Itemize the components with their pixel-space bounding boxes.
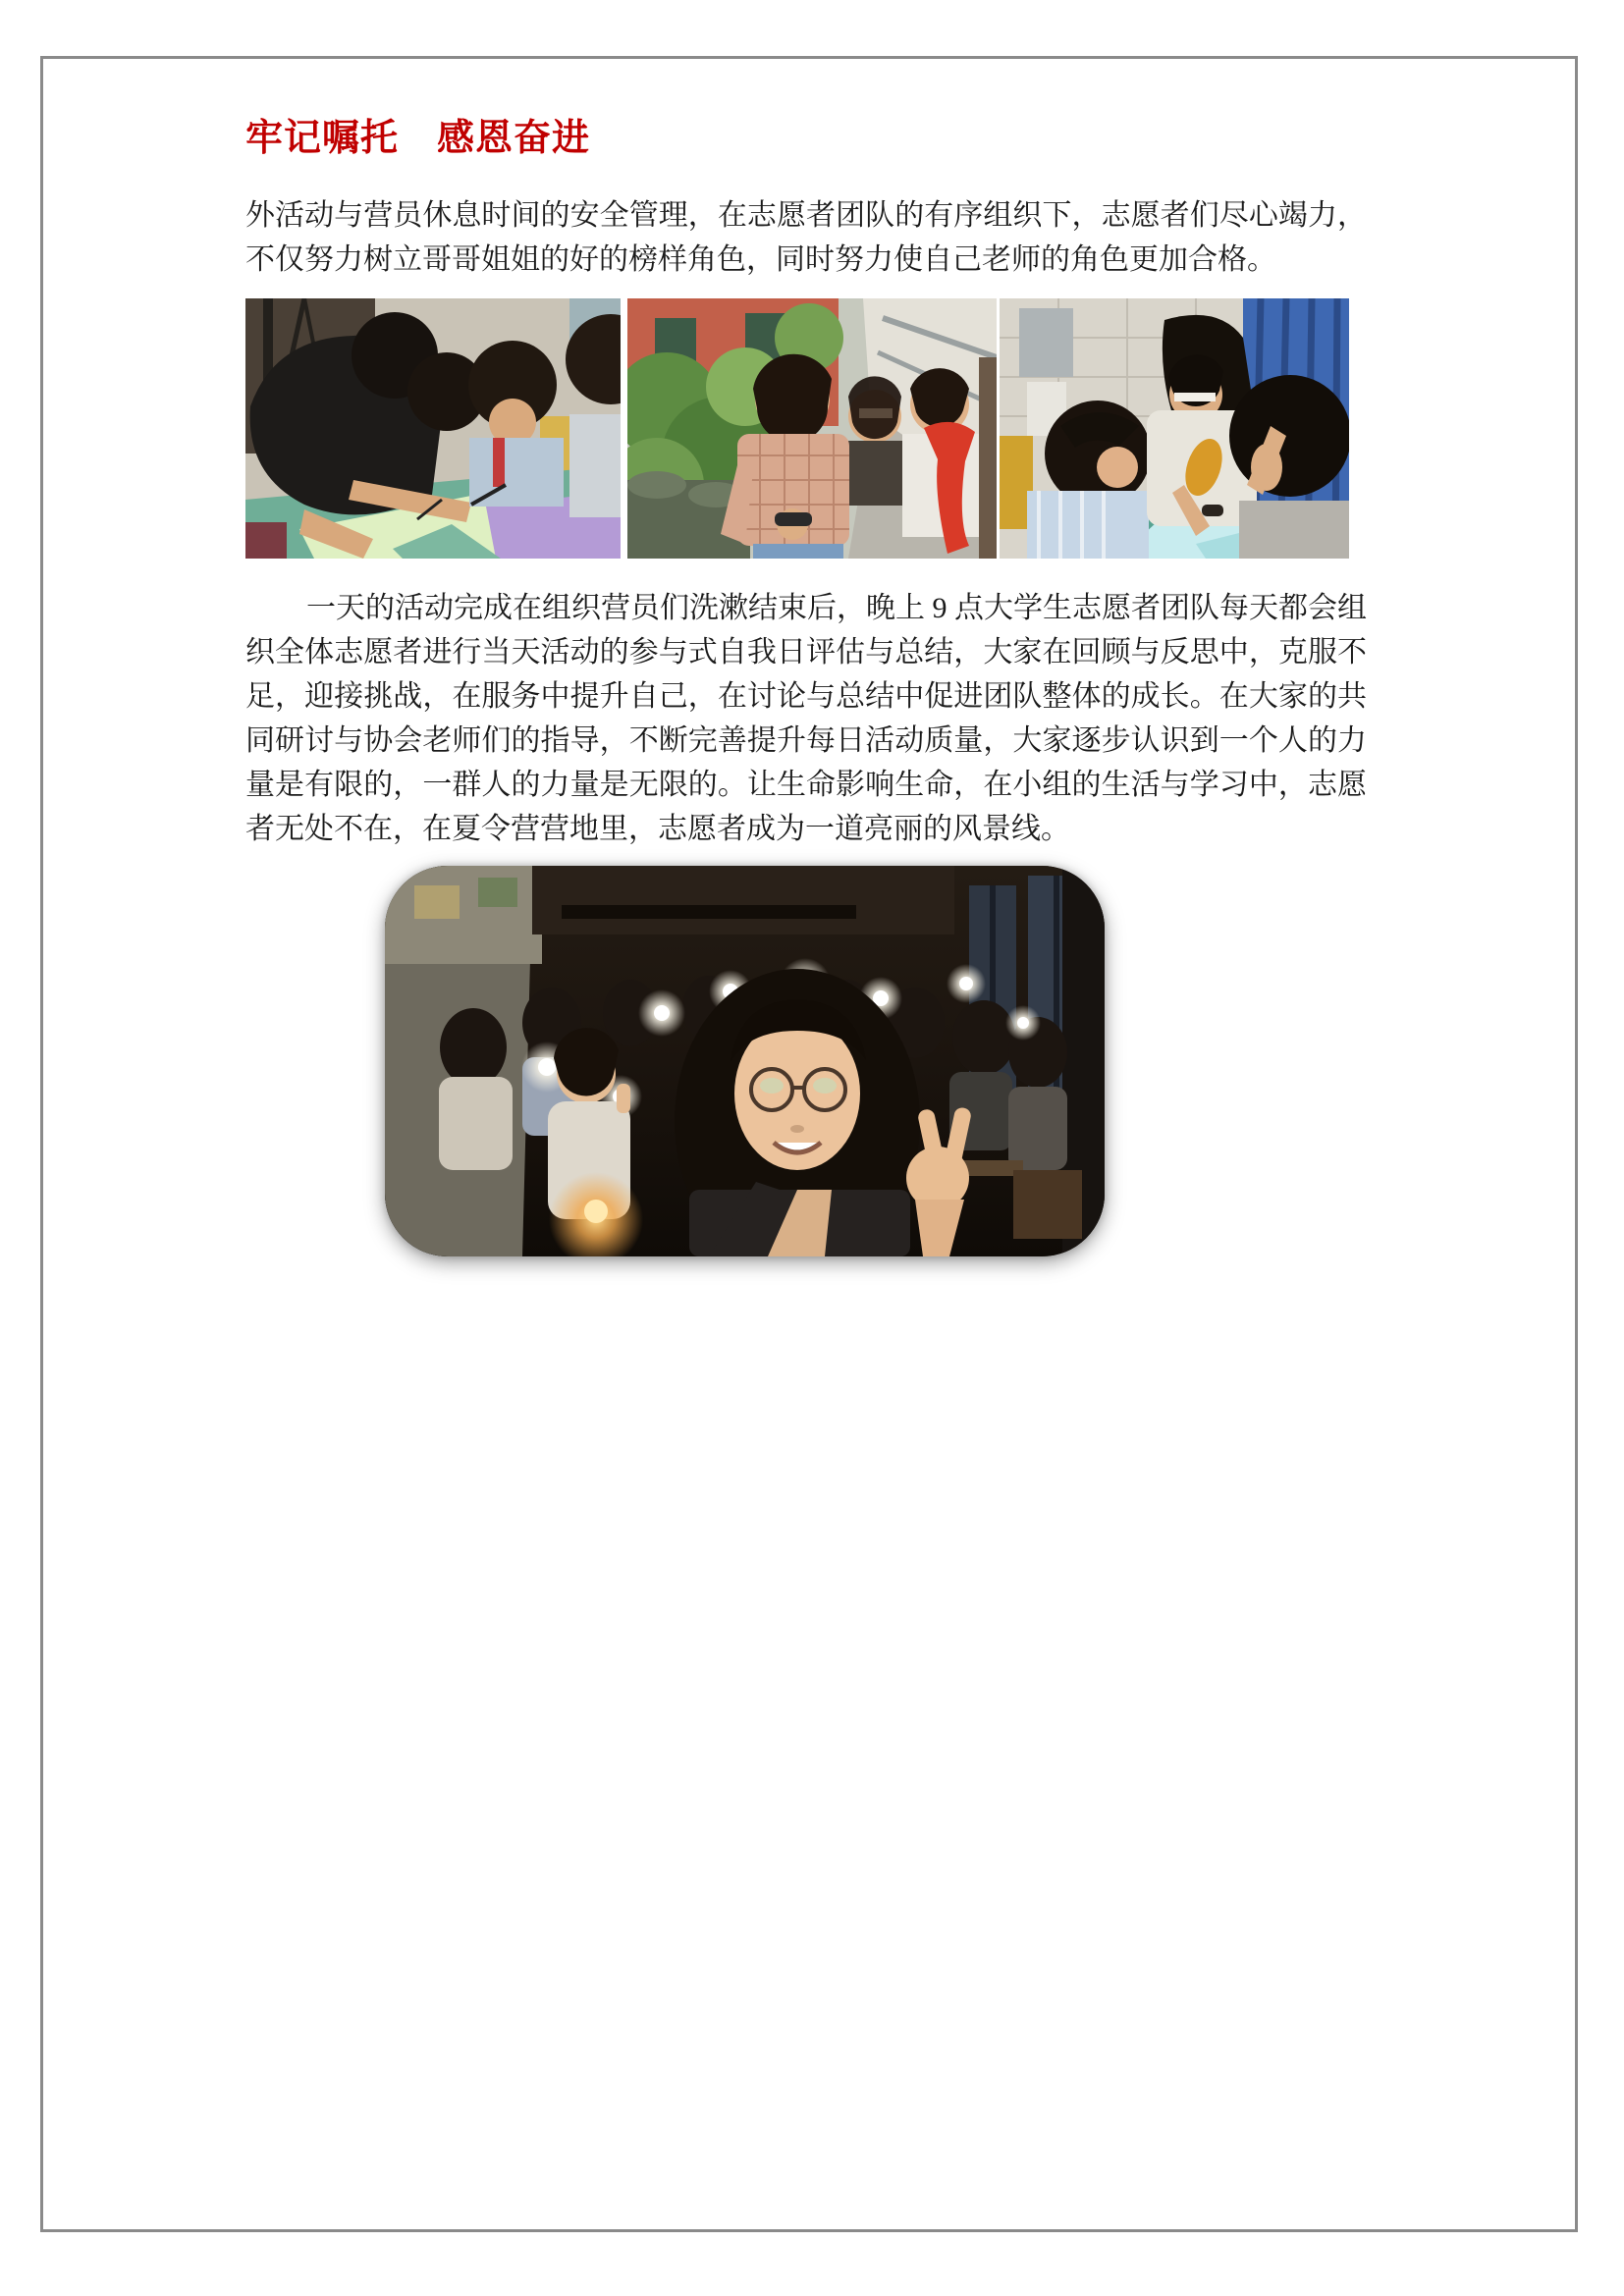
paragraph-2: 一天的活动完成在组织营员们洗漱结束后，晚上 9 点大学生志愿者团队每天都会组织全体志愿者进行当天活动的参与式自我日评估与总结，大家在回顾与反思中，克服不足，迎接挑战，在服务中提升自己，在讨论与总结中促进团队整体的成长。在大家的共同研讨与协会老师们的指导，不断完善提升每日活动质量，大家逐步认识到一个人的力量是有限的，一群人的力量是无限的。让生命影响生命，在小组的生活与学习中，志愿者无处不在，在夏令营营地里，志愿者成为一道亮丽的风景线。 [245,592,1367,845]
photo-table-craft [1000,298,1349,559]
photo-paper-cutting [245,298,621,559]
page-title: 牢记嘱托 感恩奋进 [245,118,591,159]
photo-outdoor-group [627,298,997,559]
photo-strip [245,298,1349,559]
paragraph-1: 外活动与营员休息时间的安全管理，在志愿者团队的有序组织下，志愿者们尽心竭力，不仅努力树立哥哥姐姐的好的榜样角色，同时努力使自己老师的角色更加合格。 [245,199,1367,276]
photo-selfie-group [385,866,1105,1256]
